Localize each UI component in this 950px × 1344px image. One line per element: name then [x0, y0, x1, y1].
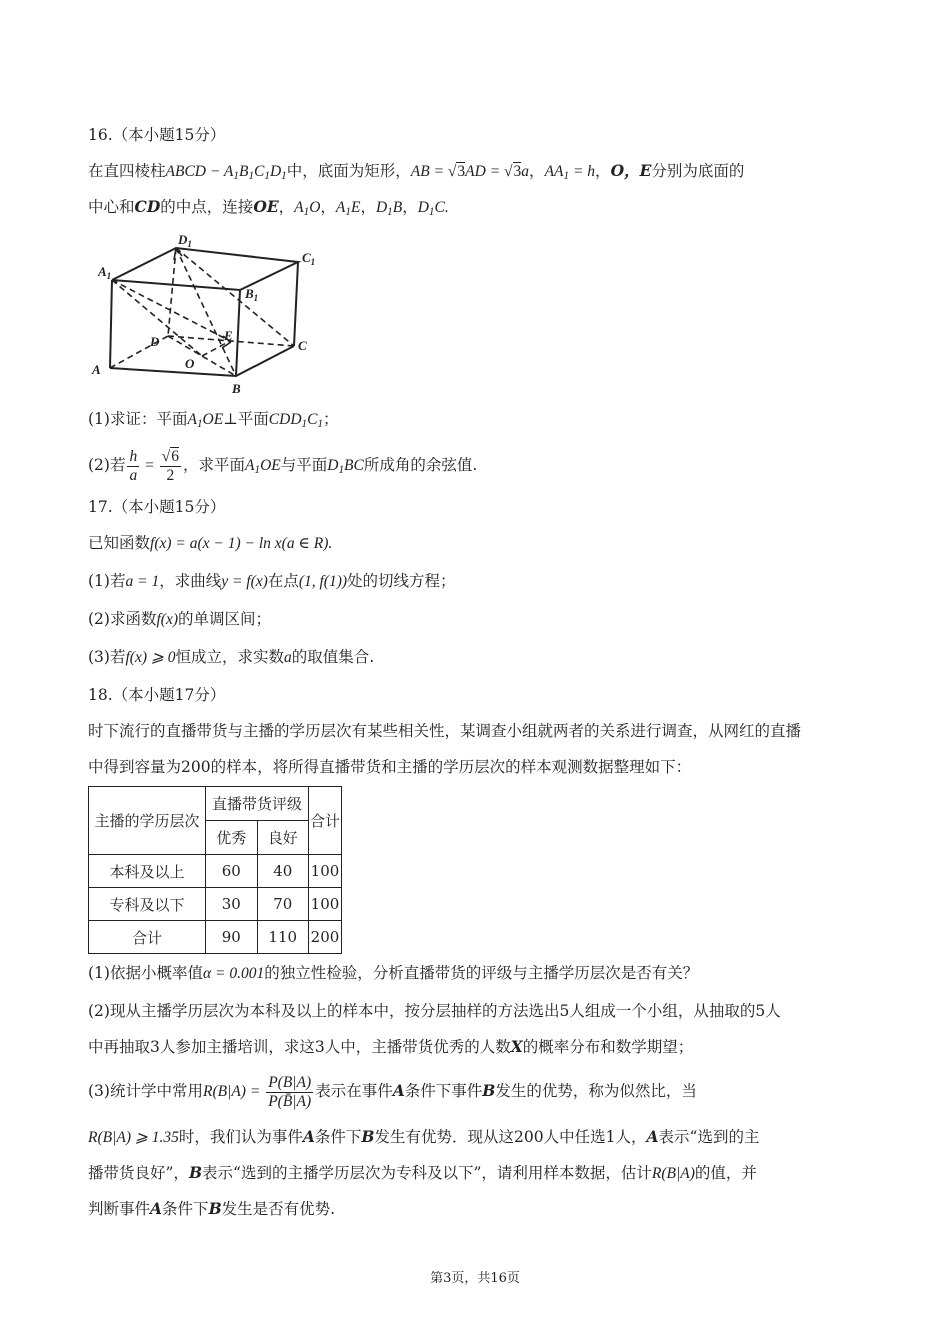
q17-stem: 已知函数f(x) = a(x − 1) − ln x(a ∈ R). — [88, 534, 333, 552]
q18-part3-line1: (3)统计学中常用R(B|A) = $\frac{P(B|A)}{P(B̄|A)}$ 表示在事件A条件下事件B发生的优势，称为似然比，当 — [88, 1073, 697, 1110]
header-total: 合计 — [309, 787, 342, 855]
q17-part3: (3)若f(x) ⩾ 0恒成立，求实数a的取值集合. — [88, 648, 375, 666]
q16-stem-line2: 中心和CD的中点，连接OE，$A_1O$，$A_1E$，$D_1B$，$D_1C$. — [88, 197, 449, 218]
q18-intro-line2: 中得到容量为200的样本，将所得直播带货和主播的学历层次的样本观测数据整理如下： — [88, 758, 692, 776]
header-education: 主播的学历层次 — [89, 787, 206, 855]
header-rating: 直播带货评级 — [206, 787, 309, 821]
prism-name: ABCD − $A_1B_1C_1D_1$ — [165, 163, 287, 182]
label-B1: $B_1$ — [245, 286, 259, 303]
h-over-a: $\frac{h}{a}$ — [129, 447, 138, 484]
label-D1: $D_1$ — [178, 232, 192, 249]
prism-marks — [174, 248, 231, 348]
table-row: 合计 90 110 200 — [89, 921, 342, 954]
label-C: C — [298, 338, 307, 353]
label-A: A — [92, 362, 101, 377]
q18-part3-line3: 播带货良好”，B表示“选到的主播学历层次为专科及以下”，请利用样本数据，估计R(B|A)的值，并 — [88, 1163, 757, 1182]
sqrt6-over-2: $\frac{√6}{2}$ — [161, 447, 179, 484]
q16-part2: (2)若 $\frac{h}{a}$ = $\frac{√6}{2}$ ，求平面$A_1OE$与平面$D_1BC$所成角的余弦值. — [88, 447, 478, 484]
label-E: E — [224, 328, 233, 343]
q18-part2-line1: (2)现从主播学历层次为本科及以上的样本中，按分层抽样的方法选出5人组成一个小组，从抽取的5人 — [88, 1002, 781, 1020]
header-good: 良好 — [257, 821, 309, 855]
table-row: 专科及以下 30 70 100 — [89, 888, 342, 921]
label-B: B — [232, 381, 241, 396]
page-footer: 第3页，共16页 — [430, 1271, 520, 1286]
label-D: D — [150, 334, 160, 349]
q16-stem-line1: 在直四棱柱ABCD − $A_1B_1C_1D_1$中，底面为矩形，AB = √3AD = √3a，$AA_1 = h$，O，E分别为底面的 — [88, 161, 745, 182]
q17-part1: (1)若a = 1，求曲线y = f(x)在点(1, f(1))处的切线方程； — [88, 572, 456, 590]
ab-relation: AB = √3AD = √3a — [410, 163, 530, 180]
label-C1: $C_1$ — [302, 250, 316, 267]
q18-part1: (1)依据小概率值α = 0.001的独立性检验，分析直播带货的评级与主播学历层次是否有关？ — [88, 964, 699, 982]
prism-figure — [88, 228, 328, 398]
q17-part2: (2)求函数f(x)的单调区间； — [88, 610, 272, 628]
q18-part2-line2: 中再抽取3人参加主播培训，求这3人中，主播带货优秀的人数X的概率分布和数学期望； — [88, 1037, 694, 1056]
likelihood-ratio: $\frac{P(B|A)}{P(B̄|A)}$ — [268, 1073, 312, 1110]
q16-header: 16.（本小题15分） — [88, 126, 226, 144]
contingency-table — [88, 786, 342, 954]
label-A1: $A_1$ — [98, 264, 112, 281]
q18-header: 18.（本小题17分） — [88, 686, 226, 704]
table-row: 本科及以上 60 40 100 — [89, 855, 342, 888]
q16-part1: (1)求证：平面$A_1OE\perp$平面$CDD_1C_1$； — [88, 410, 339, 430]
q18-intro-line1: 时下流行的直播带货与主播的学历层次有某些相关性，某调查小组就两者的关系进行调查，从网红的直播 — [88, 722, 802, 740]
q17-header: 17.（本小题15分） — [88, 498, 226, 516]
q18-part3-line2: R(B|A) ⩾ 1.35时，我们认为事件A条件下B发生有优势．现从这200人中任选1人，A表示“选到的主 — [88, 1127, 760, 1146]
aa1-relation: $AA_1 = h$ — [544, 163, 596, 182]
q18-part3-line4: 判断事件A条件下B发生是否有优势. — [88, 1199, 336, 1218]
label-O: O — [185, 356, 195, 371]
header-excellent: 优秀 — [206, 821, 258, 855]
